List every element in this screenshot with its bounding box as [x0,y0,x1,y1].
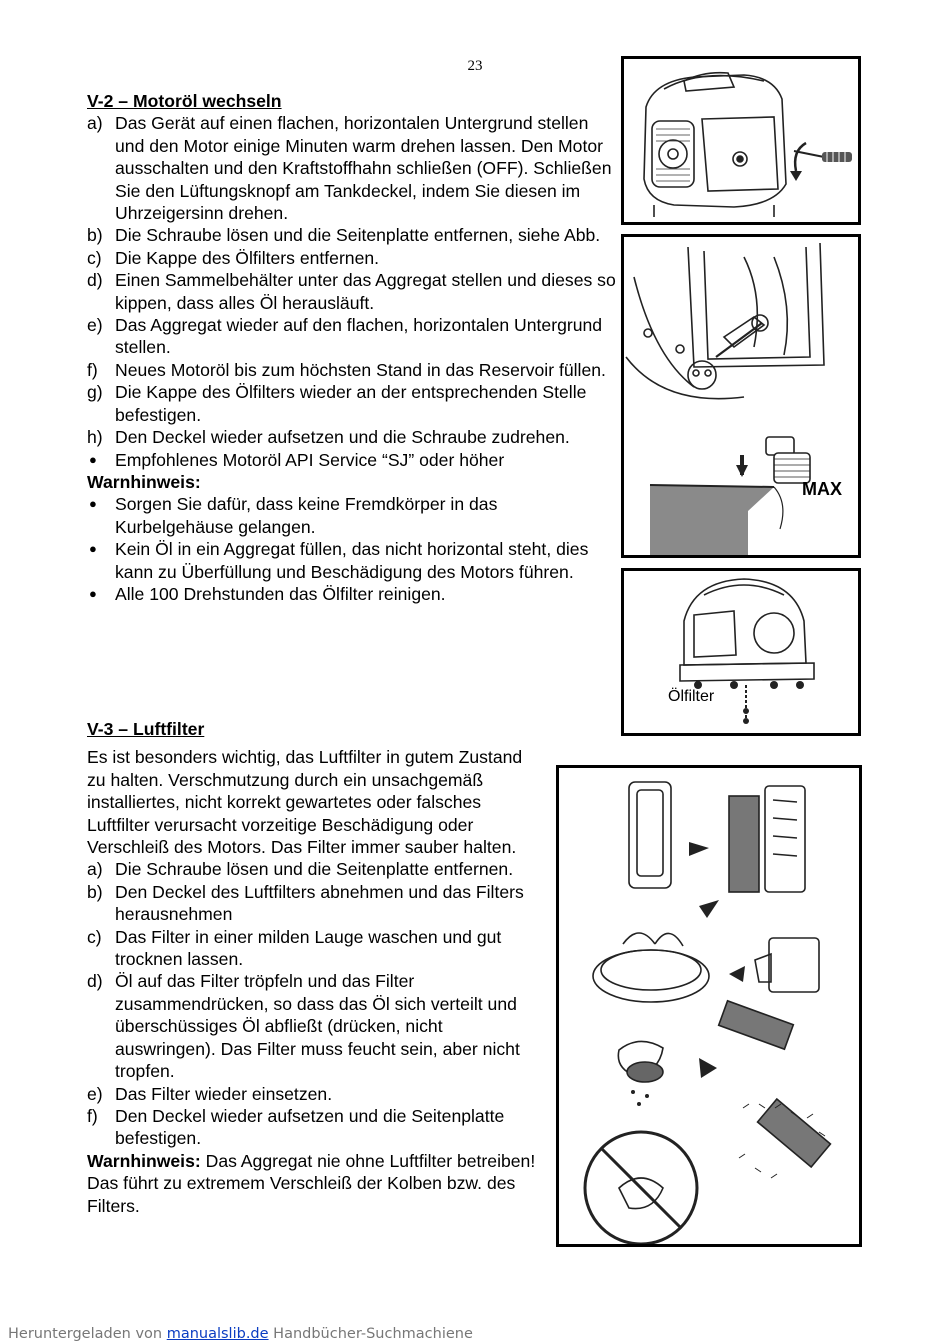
list-item [87,224,617,246]
list-item-text: Das Filter in einer milden Lauge waschen und gut trocknen lassen. [115,926,502,970]
list-marker: b) [87,881,103,902]
list-item-text: Den Deckel wieder aufsetzen und die Schraube zudrehen. [115,427,570,448]
air-filter-intro: Es ist besonders wichtig, das Luftfilter in gutem Zustand zu halten. Verschmutzung durch ein unsachgemäß installiertes, nicht korrekt gewartetes oder falsches Luftfilter verursacht vorzeitige Beschädigung oder Verschleiß des Motors. Das Filter immer sauber halten. [87,747,523,858]
oil-can-icon [769,938,819,992]
oil-filler-illustration [624,237,858,555]
list-marker: c) [87,926,102,947]
list-marker: b) [87,225,103,246]
list-marker: f) [87,1105,98,1126]
list-item [87,881,537,926]
air-filter-warning [87,1150,537,1217]
list-marker: a) [87,113,103,134]
list-item-text: Die Schraube lösen und die Seitenplatte entfernen, siehe Abb. [115,225,601,246]
generator-illustration [624,59,858,222]
list-item-text: Kein Öl in ein Aggregat füllen, das nicht horizontal steht, dies kann zu Überfüllung und Beschädigung des Motors führen. [115,539,589,582]
list-item-text: Einen Sammelbehälter unter das Aggregat stellen und dieses so kippen, dass alles Öl herausläuft. [115,270,616,313]
footer-prefix: Heruntergeladen von [8,1326,167,1342]
list-item-text: Alle 100 Drehstunden das Ölfilter reinigen. [115,583,446,604]
bullet-icon: ● [89,496,97,512]
bullet-item [87,538,617,583]
section-heading-air-filter: V-3 – Luftfilter [87,719,205,739]
air-filter-cover [629,782,671,888]
list-item-text: Das Filter wieder einsetzen. [115,1083,333,1104]
list-marker: c) [87,247,102,268]
list-item [87,1105,537,1150]
list-item-text: Öl auf das Filter tröpfeln und das Filter zusammendrücken, so dass das Öl sich verteilt und überschüssiges Öl abfließt (drücken, nicht auswringen). Das Filter muss feucht sein, aber nicht tropfen. [115,971,520,1082]
max-label: MAX [802,479,842,499]
list-item [87,359,617,381]
air-filter-steps-illustration [559,768,859,1244]
list-marker: f) [87,359,98,380]
air-filter-steps [87,858,537,1149]
list-item-text: Das Gerät auf einen flachen, horizontalen Untergrund stellen und den Motor einige Minuten warm drehen lassen. Den Motor ausschalten und den Kraftstoffhahn schließen (OFF). Schließen Sie den Lüftungsknopf am Tankdeckel, indem Sie diesen im Uhrzeigersinn drehen. [115,113,612,224]
bullet-item [87,493,617,538]
list-item [87,112,617,224]
bullet-item [87,583,617,605]
generator-bottom-illustration [624,571,858,733]
foam-filter [729,796,759,892]
list-item-text: Den Deckel des Luftfilters abnehmen und das Filters herausnehmen [115,881,524,925]
warning-label: Warnhinweis: [87,1150,201,1171]
list-item-text: Sorgen Sie dafür, dass keine Fremdkörper in das Kurbelgehäuse gelangen. [115,494,498,537]
list-item [87,426,617,448]
bullet-item [87,449,617,471]
list-item [87,247,617,269]
list-item [87,970,537,1082]
list-item-text: Empfohlenes Motoröl API Service “SJ” oder höher [115,449,505,470]
bullet-icon: ● [89,541,97,557]
bullet-icon: ● [89,585,97,601]
warning-text: Das Aggregat nie ohne Luftfilter betreiben! Das führt zu extremem Verschleiß der Kolben bzw. des Filters. [87,1150,536,1216]
list-item-text: Die Kappe des Ölfilters entfernen. [115,247,380,268]
figure-air-filter-cleaning [556,765,862,1247]
figure-generator-screwdriver [621,56,861,225]
list-marker: a) [87,859,103,880]
list-item [87,858,537,880]
list-marker: h) [87,427,103,448]
bullet-icon: ● [89,451,97,467]
footer-suffix: Handbücher-Suchmachiene [268,1326,473,1342]
list-item [87,314,617,359]
list-marker: e) [87,1083,103,1104]
list-item-text: Das Aggregat wieder auf den flachen, horizontalen Untergrund stellen. [115,315,603,358]
list-item-text: Die Kappe des Ölfilters wieder an der entsprechenden Stelle befestigen. [115,382,587,425]
list-item [87,926,537,971]
figure-oil-filter-location [621,568,861,736]
download-footer [8,1326,473,1342]
section-heading-oil-change: V-2 – Motoröl wechseln [87,91,282,111]
section-oil-change [87,90,617,605]
oil-change-steps [87,112,617,471]
oil-warnings [87,493,617,605]
oil-filter-label: Ölfilter [668,688,715,705]
list-marker: d) [87,270,103,291]
list-marker: e) [87,315,103,336]
list-item-text: Den Deckel wieder aufsetzen und die Seitenplatte befestigen. [115,1105,505,1149]
list-item-text: Die Schraube lösen und die Seitenplatte entfernen. [115,859,514,880]
oil-cap-icon [766,437,810,483]
footer-link[interactable]: manualslib.de [166,1326,269,1342]
page-number: 23 [467,58,483,74]
list-marker: d) [87,971,103,992]
warning-label: Warnhinweis: [87,471,201,492]
list-item [87,381,617,426]
figure-oil-filler [621,234,861,558]
list-item [87,1083,537,1105]
list-marker: g) [87,382,103,403]
list-item [87,269,617,314]
section-air-filter [87,718,537,1217]
list-item-text: Neues Motoröl bis zum höchsten Stand in das Reservoir füllen. [115,359,606,380]
